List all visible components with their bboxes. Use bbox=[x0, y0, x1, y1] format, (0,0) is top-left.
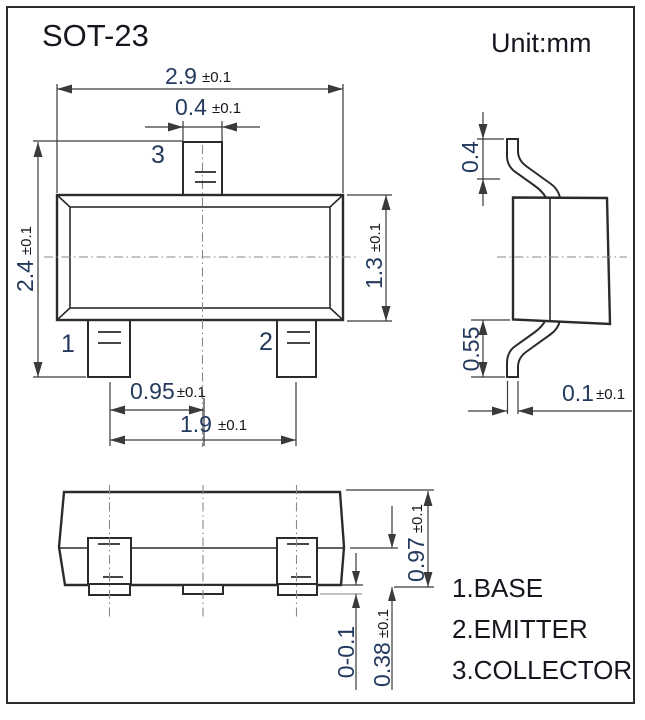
pin3-number: 3 bbox=[151, 141, 165, 169]
top-view bbox=[44, 141, 356, 447]
legend-base: 1.BASE bbox=[452, 573, 544, 603]
dimension-tab-width-0.4 bbox=[145, 94, 260, 141]
side-view-body bbox=[513, 198, 610, 325]
side-view-top-lead bbox=[507, 139, 560, 198]
dimension-lead-thickness-0.1 bbox=[468, 380, 632, 416]
unit-label: Unit:mm bbox=[491, 28, 592, 58]
dim-body-length-label: 2.4±0.1 bbox=[12, 225, 38, 293]
dim-standoff-label: 0-0.1 bbox=[333, 625, 359, 679]
page-title: SOT-23 bbox=[42, 18, 149, 53]
pin2-number: 2 bbox=[259, 328, 273, 356]
dim-foot-height-label: 0.38±0.1 bbox=[369, 609, 395, 687]
dim-lead-thickness-label: 0.1 ±0.1 bbox=[562, 380, 626, 406]
dimension-lead-bottom-0.55 bbox=[458, 320, 510, 377]
top-view-pin1 bbox=[88, 320, 130, 377]
pin-legend bbox=[452, 573, 632, 685]
legend-emitter: 2.EMITTER bbox=[452, 614, 588, 644]
dim-body-width-label: 2.9 ±0.1 bbox=[165, 63, 232, 89]
dimension-lead-top-0.4 bbox=[457, 112, 504, 206]
front-view bbox=[59, 485, 362, 617]
dim-lead-top-label: 0.4 bbox=[457, 141, 483, 173]
dim-pitch-label: 1.9 ±0.1 bbox=[180, 411, 248, 437]
dim-tab-width-label: 0.4 ±0.1 bbox=[175, 94, 242, 120]
side-view-bottom-lead bbox=[507, 320, 560, 378]
dim-body-depth-label: 1.3±0.1 bbox=[361, 222, 387, 290]
dim-lead-bottom-label: 0.55 bbox=[458, 326, 484, 372]
front-view-lead2-foot bbox=[278, 584, 317, 595]
dimension-body-depth-1.3 bbox=[347, 195, 392, 321]
pin1-number: 1 bbox=[61, 330, 75, 358]
dim-pitch-half-label: 0.95 ±0.1 bbox=[130, 378, 206, 404]
top-view-pin2 bbox=[277, 320, 316, 377]
dim-total-height-label: 0.97±0.1 bbox=[403, 504, 429, 582]
side-view bbox=[497, 139, 627, 377]
legend-collector: 3.COLLECTOR bbox=[452, 655, 633, 685]
